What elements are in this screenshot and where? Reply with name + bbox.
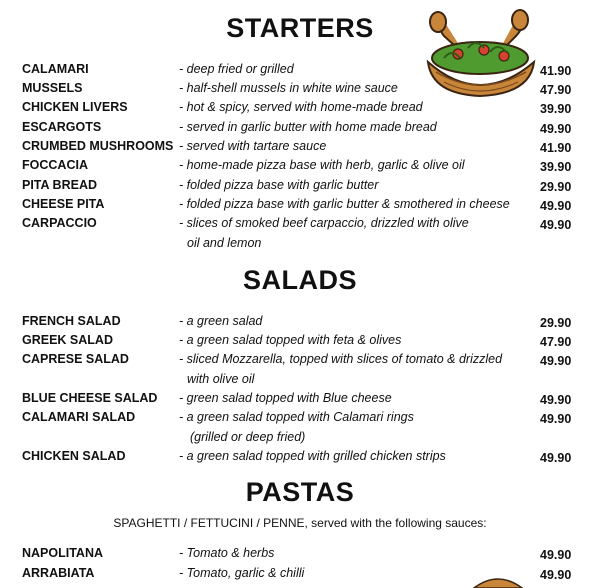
item-price: 49.90 xyxy=(540,412,572,426)
menu-item xyxy=(0,158,600,178)
item-name: CHICKEN SALAD xyxy=(22,449,126,463)
item-name: FRENCH SALAD xyxy=(22,314,121,328)
item-price: 49.90 xyxy=(540,354,572,368)
item-description: - served with tartare sauce xyxy=(179,139,327,153)
item-description: - served in garlic butter with home made bread xyxy=(179,120,437,134)
menu-item xyxy=(0,120,600,140)
item-name: ARRABIATA xyxy=(22,566,95,580)
item-description: - sliced Mozzarella, topped with slices of tomato & drizzled xyxy=(179,352,503,366)
item-name: NAPOLITANA xyxy=(22,546,104,560)
menu-item xyxy=(0,333,600,353)
item-price: 49.90 xyxy=(540,199,572,213)
menu-item xyxy=(0,352,600,372)
item-description: - a green salad topped with Calamari rings xyxy=(179,410,414,424)
menu-item xyxy=(0,410,600,430)
item-name: CAPRESE SALAD xyxy=(22,352,129,366)
item-description: - hot & spicy, served with home-made bread xyxy=(179,100,423,114)
menu-item xyxy=(0,100,600,120)
menu-item xyxy=(0,314,600,334)
item-price: 29.90 xyxy=(540,316,572,330)
item-name: CALAMARI SALAD xyxy=(22,410,136,424)
item-name: GREEK SALAD xyxy=(22,333,113,347)
item-description: - Tomato & herbs xyxy=(179,546,275,560)
item-description: - home-made pizza base with herb, garlic & olive oil xyxy=(179,158,465,172)
menu-item xyxy=(0,546,600,566)
item-price: 49.90 xyxy=(540,393,572,407)
menu-item xyxy=(0,178,600,198)
pastas-heading: PASTAS xyxy=(245,477,355,507)
item-price: 41.90 xyxy=(540,64,572,78)
item-description: - folded pizza base with garlic butter xyxy=(179,178,379,192)
item-name: FOCCACIA xyxy=(22,158,88,172)
item-name: CRUMBED MUSHROOMS xyxy=(22,139,174,153)
item-description-continued: with olive oil xyxy=(187,372,255,386)
item-price: 49.90 xyxy=(540,548,572,562)
item-description-continued: oil and lemon xyxy=(187,236,262,250)
item-name: PITA BREAD xyxy=(22,178,97,192)
starters-heading: STARTERS xyxy=(226,13,374,43)
item-price: 39.90 xyxy=(540,102,572,116)
item-description: - a green salad xyxy=(179,314,263,328)
menu-item xyxy=(0,216,600,236)
item-price: 49.90 xyxy=(540,122,572,136)
menu-item xyxy=(0,449,600,469)
menu-item xyxy=(0,391,600,411)
item-price: 47.90 xyxy=(540,335,572,349)
item-price: 29.90 xyxy=(540,180,572,194)
item-name: CALAMARI xyxy=(22,62,89,76)
item-name: CHEESE PITA xyxy=(22,197,105,211)
item-name: CARPACCIO xyxy=(22,216,97,230)
item-description: - deep fried or grilled xyxy=(179,62,294,76)
item-price: 49.90 xyxy=(540,568,572,582)
pasta-illustration xyxy=(470,576,526,588)
item-name: CHICKEN LIVERS xyxy=(22,100,128,114)
salad-bowl-illustration xyxy=(414,8,548,98)
item-description: - Tomato, garlic & chilli xyxy=(179,566,305,580)
menu-item xyxy=(0,139,600,159)
item-name: BLUE CHEESE SALAD xyxy=(22,391,158,405)
pastas-note: SPAGHETTI / FETTUCINI / PENNE, served with the following sauces: xyxy=(113,516,487,530)
item-price: 47.90 xyxy=(540,83,572,97)
item-price: 49.90 xyxy=(540,218,572,232)
item-price: 41.90 xyxy=(540,141,572,155)
menu-item xyxy=(0,197,600,217)
item-description-continued: (grilled or deep fried) xyxy=(190,430,306,444)
item-description: - a green salad topped with grilled chicken strips xyxy=(179,449,446,463)
item-description: - folded pizza base with garlic butter & smothered in cheese xyxy=(179,197,510,211)
salads-heading: SALADS xyxy=(242,265,357,295)
item-description: - slices of smoked beef carpaccio, drizzled with olive xyxy=(179,216,469,230)
item-price: 39.90 xyxy=(540,160,572,174)
item-name: ESCARGOTS xyxy=(22,120,102,134)
item-description: - half-shell mussels in white wine sauce xyxy=(179,81,398,95)
item-description: - a green salad topped with feta & olives xyxy=(179,333,402,347)
item-price: 49.90 xyxy=(540,451,572,465)
item-name: MUSSELS xyxy=(22,81,83,95)
item-description: - green salad topped with Blue cheese xyxy=(179,391,392,405)
